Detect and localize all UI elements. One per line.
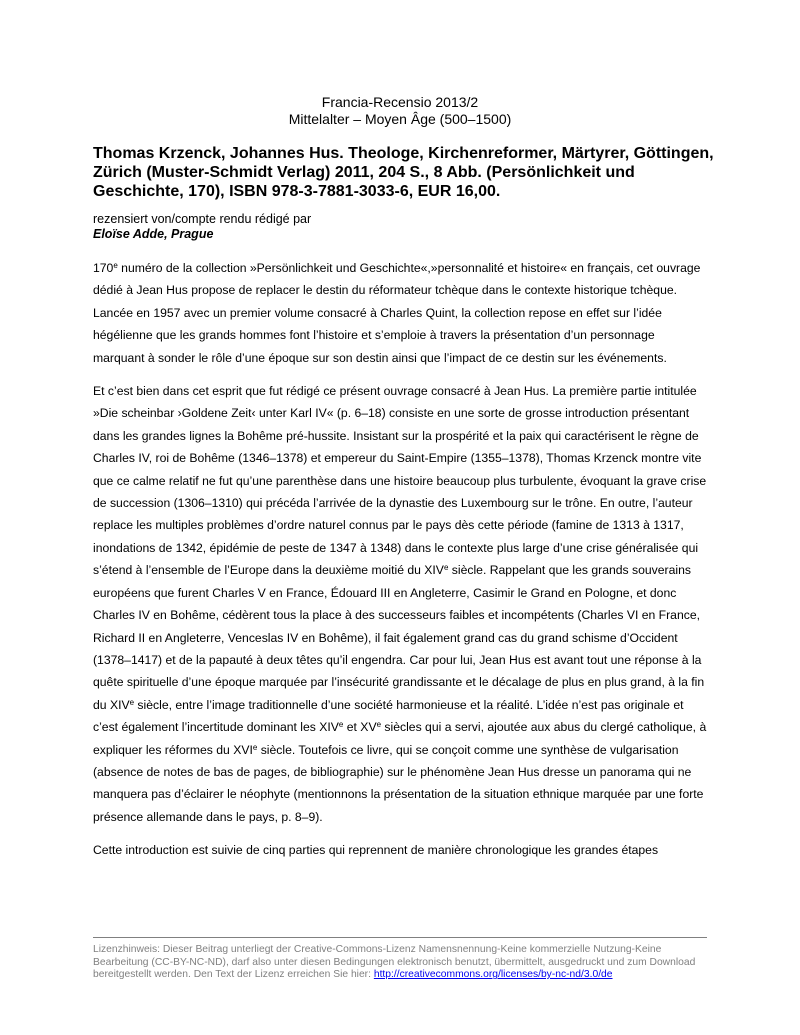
paragraph-2-text-a: Et c’est bien dans cet esprit que fut rédigé ce présent ouvrage consacré à Jean Hus. La première partie intitulée »Die scheinbar ›Goldene Zeit‹ unter Karl IV« (p. 6–18) consiste en une sorte de grosse introduction présentant dans les grandes lignes la Bohême pré-hussite. Insistant sur la prospérité et la paix qui caractérisent le règne de Charles IV, roi de Bohême (1346–1378) et empereur du Saint-Empire (1355–1378), Thomas Krzenck montre vite que ce calme relatif ne fut qu’une parenthèse dans une histoire beaucoup plus turbulente, évoquant la grave crise de succession (1306–1310) qui précéda l’arrivée de la dynastie des Luxembourg sur le trône. En outre, l’auteur replace les multiples problèmes d’ordre naturel connus par le pays dès cette période (famine de 1313 à 1317, inondations de 1342, épidémie de peste de 1347 à 1348) dans le contexte plus large d’une crise généralisée qui s’étend à l’ensemble de l’Europe dans la deuxième moitié du XIV (93, 384, 707, 578)
century-superscript: e (252, 742, 258, 752)
ordinal-superscript: e (113, 261, 118, 270)
license-link[interactable]: http://creativecommons.org/licenses/by-nc-nd/3.0/de (373, 969, 613, 981)
paragraph-1 (93, 257, 709, 369)
century-superscript: e (443, 563, 449, 573)
paragraph-1-text-a: 170 (93, 261, 114, 275)
century-superscript: e (376, 720, 382, 730)
review-title: Thomas Krzenck, Johannes Hus. Theologe, Kirchenreformer, Märtyrer, Göttingen, Zürich (Muster-Schmidt Verlag) 2011, 204 S., 8 Abb. (Persönlichkeit und Geschichte, 170), ISBN 978-3-7881-3033-6, EUR 16,00. (93, 145, 714, 200)
paragraph-1-text-b: numéro de la collection »Persönlichkeit und Geschichte«,»personnalité et histoire« en français, cet ouvrage dédié à Jean Hus propose de replacer le destin du réformateur tchèque dans le contexte historique tchèque. Lancée en 1957 avec un premier volume consacré à Charles Quint, la collection repose en effet sur l’idée hégélienne que les grands hommes font l’histoire et s’emploie à travers la présentation d’un personnage marquant à sonder le rôle d’une époque sur son destin ainsi que l’impact de ce destin sur les événements. (93, 261, 701, 365)
century-superscript: e (338, 720, 344, 730)
paragraph-2-text-b: siècle. Rappelant que les grands souverains européens que furent Charles V en France, Édouard III en Angleterre, Casimir le Grand en Pologne, et donc Charles IV en Bohême, cédèrent tous la place à des successeurs faibles et incompétents (Charles VI en France, Richard II en Angleterre, Venceslas IV en Bohême), il fait également grand cas du grand schisme d’Occident (1378–1417) et de la papauté à deux têtes qu’il engendra. Car pour lui, Jean Hus est avant tout une réponse à la quête spirituelle d’une époque marquée par l’insécurité grandissante et le décalage de plus en plus grand, à la fin du XIV (93, 563, 705, 712)
reviewer-label: rezensiert von/compte rendu rédigé par (93, 212, 312, 226)
century-superscript: e (129, 697, 135, 707)
review-body (93, 257, 709, 873)
reviewer-block (93, 212, 713, 242)
paragraph-3: Cette introduction est suivie de cinq parties qui reprennent de manière chronologique les grandes étapes (93, 843, 659, 858)
license-notice (93, 944, 713, 982)
reviewer-name: Eloïse Adde, Prague (93, 227, 214, 241)
footer-divider (93, 937, 707, 938)
paragraph-2-text-f: siècle. Toutefois ce livre, qui se conçoit comme une synthèse de vulgarisation (absence de notes de bas de pages, de bibliographie) sur le phénomène Jean Hus dresse un panorama qui ne manquera pas d’éclairer le néophyte (mentionnons la présentation de la situation ethnique marquée par une forte présence allemande dans le pays, p. 8–9). (93, 742, 704, 824)
paragraph-2-text-d: et XV (343, 720, 377, 735)
page-header (0, 94, 800, 128)
paragraph-2-text-e: siècles qui a servi, ajoutée aux abus du clergé catholique, à expliquer les réformes du XVI (93, 720, 707, 757)
license-text: Lizenzhinweis: Dieser Beitrag unterliegt der Creative-Commons-Lizenz Namensnennung-Keine kommerzielle Nutzung-Keine Bearbeitung (CC-BY-NC-ND), darf also unter diesen Bedingungen elektronisch benutzt, übermittelt, ausgedruckt und zum Download bereitgestellt werden. Den Text der Lizenz erreichen Sie hier: (93, 944, 696, 981)
paragraph-2 (93, 380, 709, 828)
paragraph-2-text-c: siècle, entre l’image traditionnelle d’une société harmonieuse et la réalité. L’idée n’est pas originale et c’est également l’incertitude dominant les XIV (93, 697, 684, 735)
period-label: Mittelalter – Moyen Âge (500–1500) (288, 111, 512, 127)
journal-issue: Francia-Recensio 2013/2 (321, 94, 479, 110)
